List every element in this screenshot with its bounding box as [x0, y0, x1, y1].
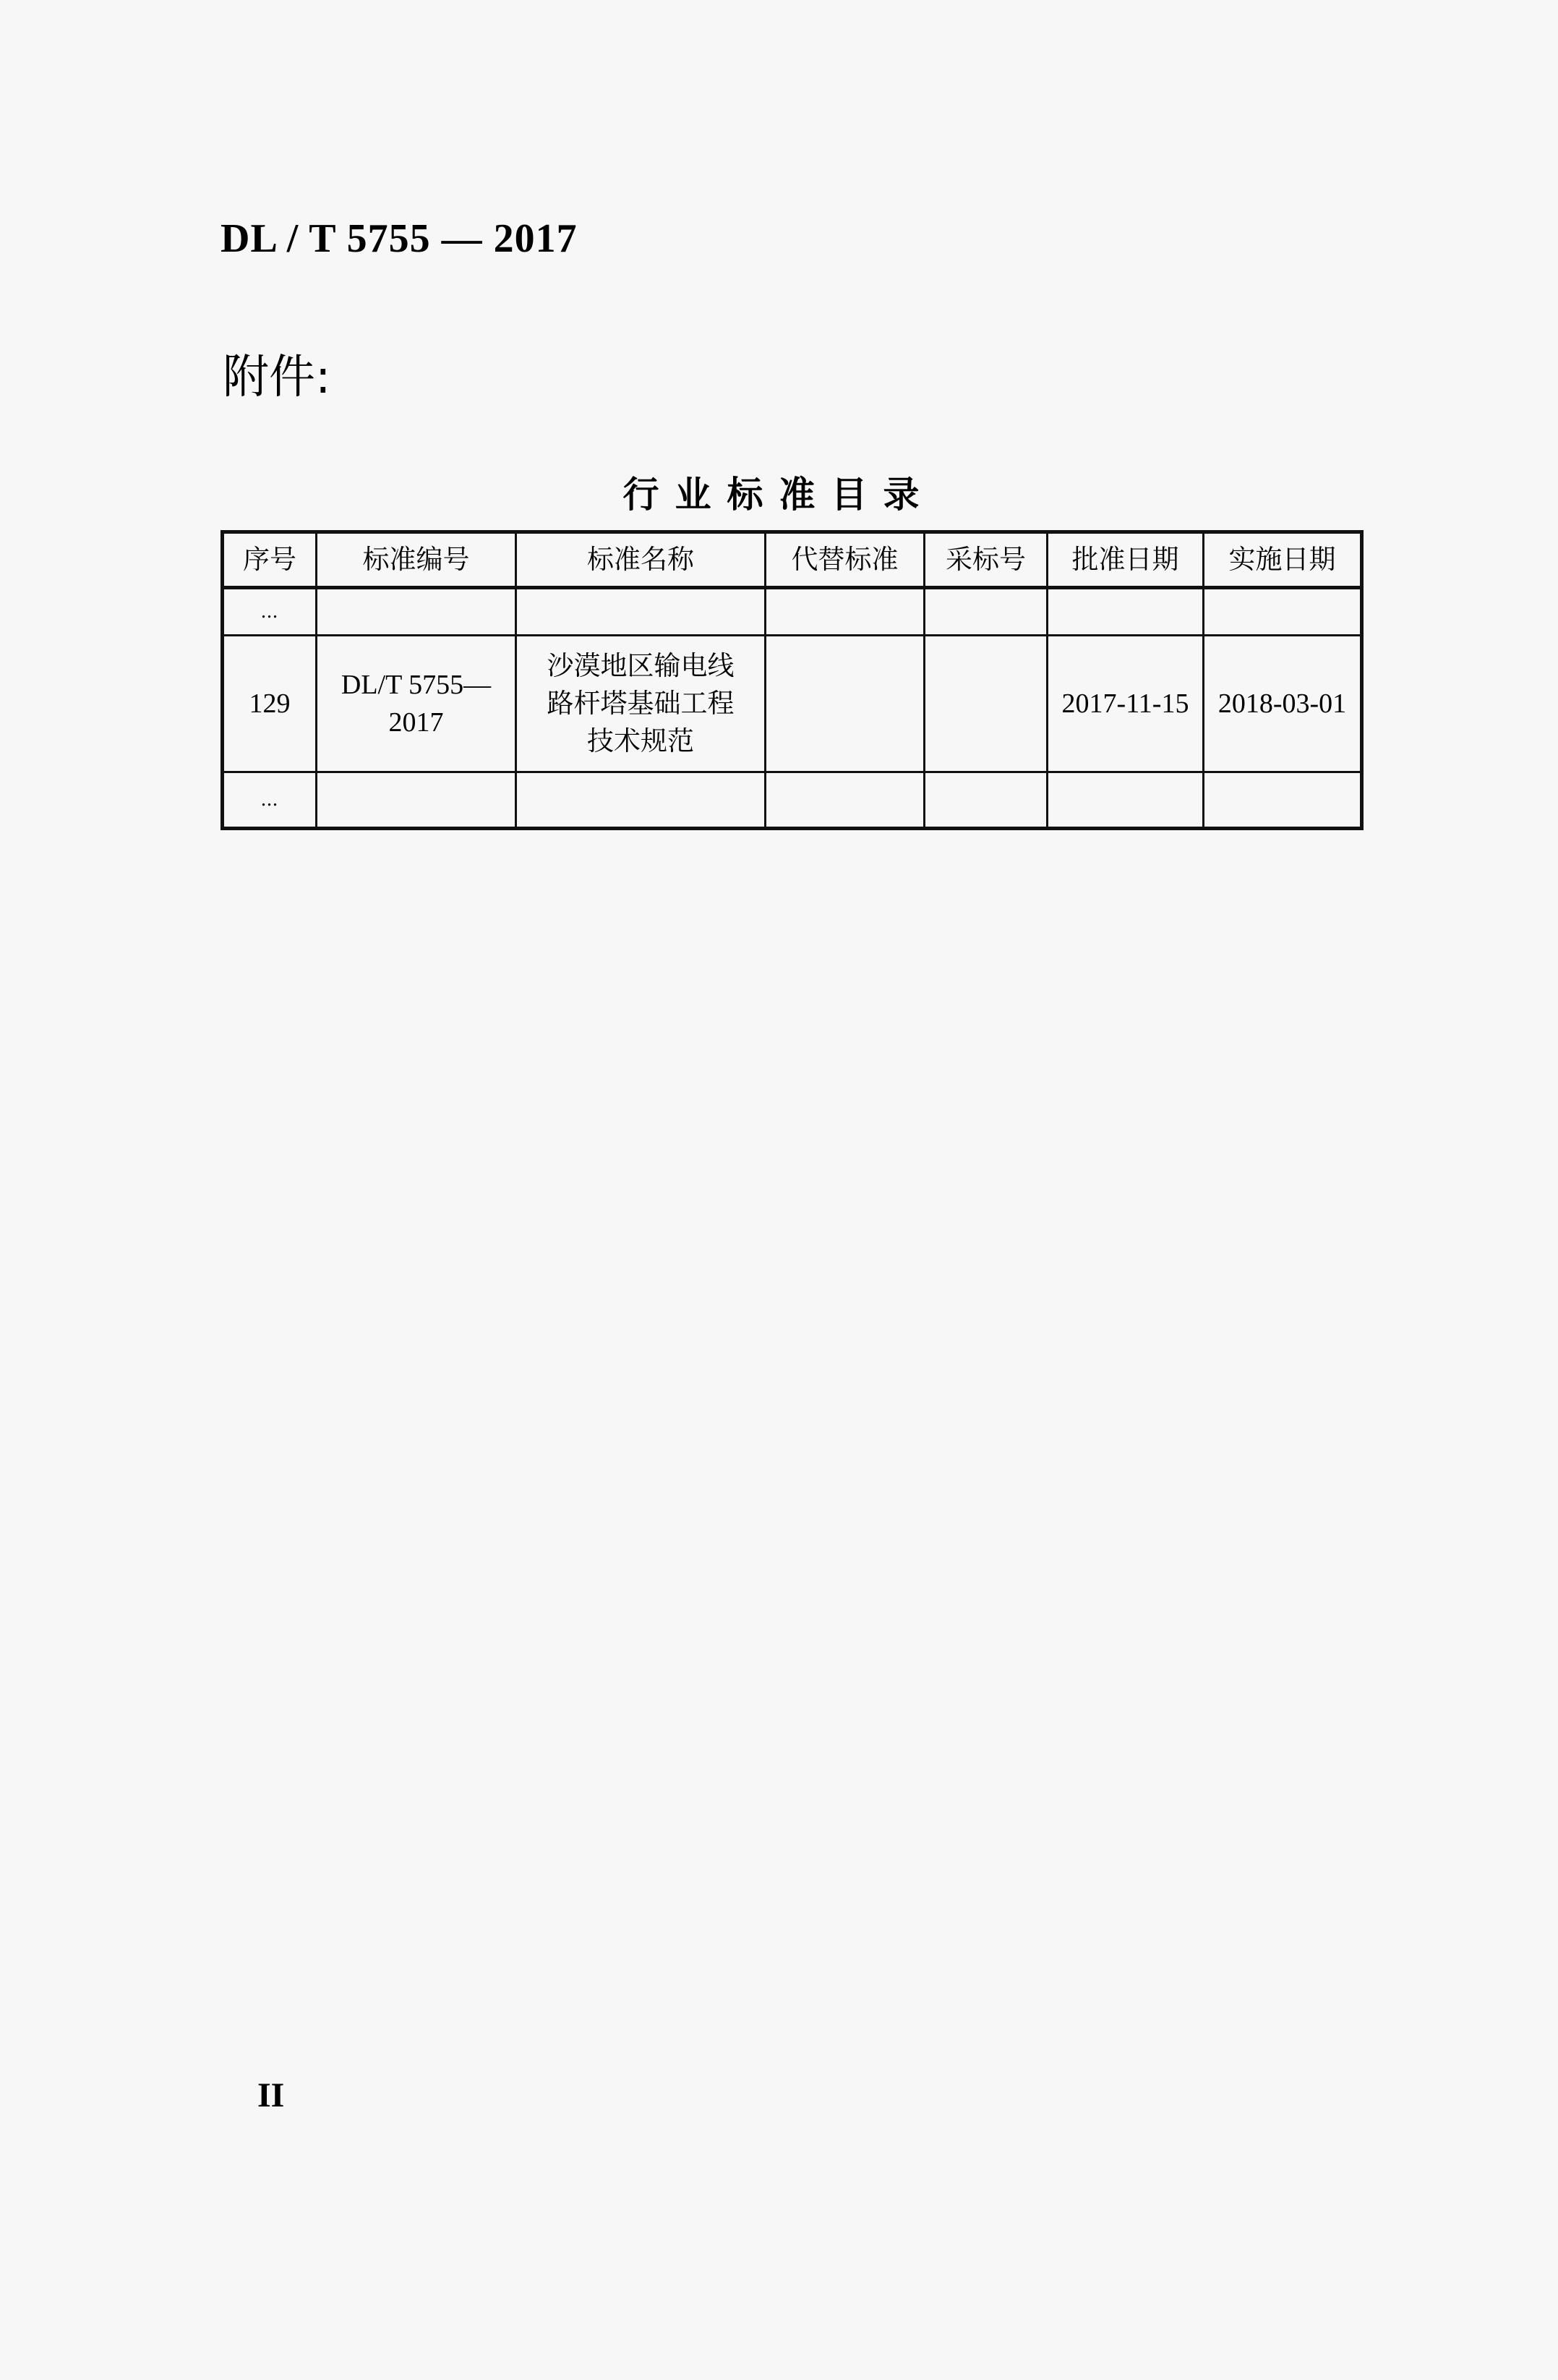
row-effective: [1204, 588, 1362, 636]
row-name: [516, 636, 766, 772]
row-code: [317, 772, 516, 829]
table-header-row: [223, 532, 1362, 588]
table-row: [223, 588, 1362, 636]
page-number: II: [257, 2076, 285, 2115]
row-name: [516, 772, 766, 829]
column-header-adopted: 采标号: [925, 532, 1048, 588]
row-name-line: 沙漠地区输电线: [547, 650, 735, 681]
row-replaces: [766, 636, 925, 772]
column-header-seq: 序号: [223, 532, 317, 588]
column-header-code: 标准编号: [317, 532, 516, 588]
row-name-line: 路杆塔基础工程: [547, 688, 735, 719]
row-approved: [1048, 772, 1204, 829]
column-header-approved: 批准日期: [1048, 532, 1204, 588]
row-adopted: [925, 772, 1048, 829]
column-header-replaces: 代替标准: [766, 532, 925, 588]
row-approved: 2017-11-15: [1048, 636, 1204, 772]
row-replaces: [766, 772, 925, 829]
row-adopted: [925, 588, 1048, 636]
row-name-line: 技术规范: [587, 725, 694, 756]
row-seq: 129: [223, 636, 317, 772]
row-name: [516, 588, 766, 636]
attachment-label: 附件:: [223, 351, 331, 404]
row-effective: [1204, 772, 1362, 829]
row-approved: [1048, 588, 1204, 636]
row-replaces: [766, 588, 925, 636]
table-row: [223, 772, 1362, 829]
row-seq: ...: [223, 772, 317, 829]
column-header-name: 标准名称: [516, 532, 766, 588]
row-adopted: [925, 636, 1048, 772]
row-code: [317, 588, 516, 636]
row-code: DL/T 5755— 2017: [317, 636, 516, 772]
document-code: DL / T 5755 — 2017: [221, 216, 578, 261]
table-title: 行业标准目录: [622, 474, 936, 516]
row-seq: ...: [223, 588, 317, 636]
table-row: [223, 636, 1362, 772]
column-header-effective: 实施日期: [1204, 532, 1362, 588]
row-effective: 2018-03-01: [1204, 636, 1362, 772]
standards-table: [221, 530, 1364, 830]
